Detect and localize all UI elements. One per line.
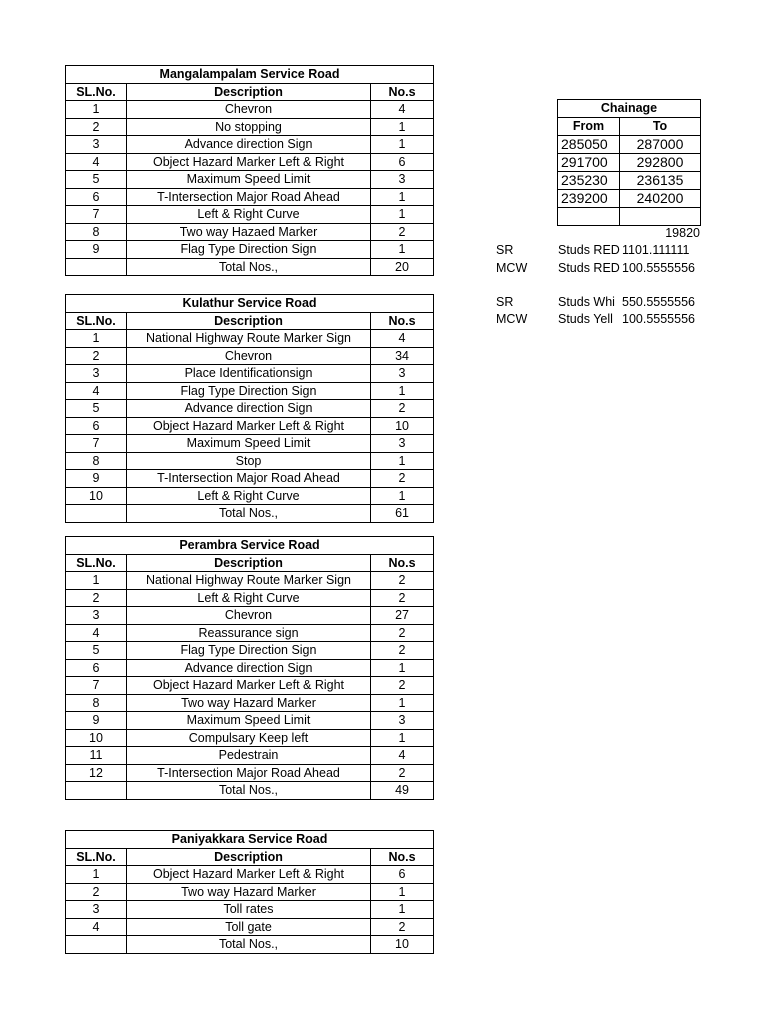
studs-value: 100.5555556 — [622, 312, 695, 326]
studs-code: MCW — [496, 312, 528, 326]
table-row — [66, 624, 434, 642]
cell-to: 240200 — [620, 190, 701, 208]
table-row — [66, 118, 434, 136]
cell-description: Stop — [127, 452, 371, 470]
cell-description: No stopping — [127, 118, 371, 136]
cell-slno: 8 — [66, 223, 127, 241]
cell-description: Advance direction Sign — [127, 400, 371, 418]
cell-description: Two way Hazard Marker — [127, 694, 371, 712]
cell-nos: 2 — [371, 400, 434, 418]
cell-empty — [66, 505, 127, 523]
cell-nos: 1 — [371, 118, 434, 136]
table-title: Perambra Service Road — [66, 537, 434, 555]
table-title: Mangalampalam Service Road — [66, 66, 434, 84]
cell-from: 235230 — [558, 172, 620, 190]
cell-slno: 6 — [66, 417, 127, 435]
cell-slno: 5 — [66, 642, 127, 660]
table-row — [66, 918, 434, 936]
cell-nos: 1 — [371, 659, 434, 677]
cell-description: Reassurance sign — [127, 624, 371, 642]
col-header-slno: SL.No. — [66, 312, 127, 330]
table-row — [66, 330, 434, 348]
cell-description: Pedestrain — [127, 747, 371, 765]
studs-code: MCW — [496, 261, 528, 275]
cell-nos: 2 — [371, 223, 434, 241]
cell-nos: 1 — [371, 901, 434, 919]
table-row — [66, 101, 434, 119]
cell-slno: 8 — [66, 694, 127, 712]
col-header-nos: No.s — [371, 83, 434, 101]
cell-description: Maximum Speed Limit — [127, 435, 371, 453]
cell-from: 291700 — [558, 154, 620, 172]
cell-slno: 11 — [66, 747, 127, 765]
cell-description: Left & Right Curve — [127, 589, 371, 607]
studs-desc: Studs Yell — [558, 312, 613, 326]
cell-from: 239200 — [558, 190, 620, 208]
cell-description: Object Hazard Marker Left & Right — [127, 417, 371, 435]
cell-nos: 1 — [371, 729, 434, 747]
table-title: Paniyakkara Service Road — [66, 831, 434, 849]
cell-nos: 1 — [371, 694, 434, 712]
chainage-table — [557, 99, 701, 226]
table-row — [66, 241, 434, 259]
cell-slno: 1 — [66, 866, 127, 884]
cell-nos: 10 — [371, 417, 434, 435]
total-label: Total Nos., — [127, 782, 371, 800]
table-row — [66, 470, 434, 488]
cell-to: 287000 — [620, 136, 701, 154]
studs-code: SR — [496, 243, 514, 257]
total-row — [66, 258, 434, 276]
col-header-description: Description — [127, 312, 371, 330]
cell-empty — [66, 936, 127, 954]
table-kulathur — [65, 294, 434, 523]
cell-description: T-Intersection Major Road Ahead — [127, 188, 371, 206]
cell-nos: 2 — [371, 572, 434, 590]
total-label: Total Nos., — [127, 505, 371, 523]
cell-slno: 1 — [66, 330, 127, 348]
table-row — [66, 417, 434, 435]
cell-nos: 2 — [371, 642, 434, 660]
cell-slno: 9 — [66, 470, 127, 488]
cell-nos: 2 — [371, 764, 434, 782]
cell-slno: 3 — [66, 365, 127, 383]
cell-to: 236135 — [620, 172, 701, 190]
table-title: Kulathur Service Road — [66, 295, 434, 313]
cell-description: Object Hazard Marker Left & Right — [127, 866, 371, 884]
cell-description: Advance direction Sign — [127, 659, 371, 677]
cell-slno: 1 — [66, 572, 127, 590]
cell-nos: 4 — [371, 747, 434, 765]
col-header-slno: SL.No. — [66, 848, 127, 866]
col-header-to: To — [620, 118, 701, 136]
cell-nos: 1 — [371, 382, 434, 400]
col-header-slno: SL.No. — [66, 554, 127, 572]
cell-slno: 3 — [66, 901, 127, 919]
cell-nos: 3 — [371, 171, 434, 189]
table-paniyakkara — [65, 830, 434, 954]
chainage-sum: 19820 — [665, 226, 700, 240]
cell-slno: 12 — [66, 764, 127, 782]
col-header-description: Description — [127, 83, 371, 101]
table-row — [66, 866, 434, 884]
cell-description: Toll rates — [127, 901, 371, 919]
cell-description: Flag Type Direction Sign — [127, 241, 371, 259]
table-row — [66, 642, 434, 660]
cell-nos: 1 — [371, 452, 434, 470]
cell-nos: 34 — [371, 347, 434, 365]
col-header-nos: No.s — [371, 848, 434, 866]
total-row — [66, 782, 434, 800]
studs-desc: Studs RED — [558, 243, 620, 257]
table-mangalampalam — [65, 65, 434, 276]
table-row — [66, 153, 434, 171]
total-value: 49 — [371, 782, 434, 800]
cell-description: T-Intersection Major Road Ahead — [127, 764, 371, 782]
cell-slno: 7 — [66, 677, 127, 695]
cell-slno: 4 — [66, 153, 127, 171]
cell-description: Two way Hazaed Marker — [127, 223, 371, 241]
col-header-nos: No.s — [371, 554, 434, 572]
cell-nos: 6 — [371, 153, 434, 171]
table-row — [66, 365, 434, 383]
table-perambra — [65, 536, 434, 800]
table-row — [66, 729, 434, 747]
cell-nos: 2 — [371, 918, 434, 936]
cell-description: Left & Right Curve — [127, 487, 371, 505]
total-row — [66, 936, 434, 954]
cell-slno: 10 — [66, 729, 127, 747]
cell-description: Object Hazard Marker Left & Right — [127, 153, 371, 171]
chainage-row — [558, 154, 701, 172]
studs-desc: Studs Whi — [558, 295, 615, 309]
cell-description: Chevron — [127, 101, 371, 119]
cell-description: Chevron — [127, 347, 371, 365]
total-value: 10 — [371, 936, 434, 954]
table-row — [66, 659, 434, 677]
cell-nos: 1 — [371, 241, 434, 259]
table-row — [66, 347, 434, 365]
studs-value: 100.5555556 — [622, 261, 695, 275]
cell-description: Maximum Speed Limit — [127, 712, 371, 730]
table-row — [66, 572, 434, 590]
total-value: 61 — [371, 505, 434, 523]
cell-description: Advance direction Sign — [127, 136, 371, 154]
cell-nos: 3 — [371, 712, 434, 730]
cell-description: Toll gate — [127, 918, 371, 936]
cell-nos: 2 — [371, 589, 434, 607]
cell-nos: 4 — [371, 330, 434, 348]
chainage-row — [558, 208, 701, 226]
cell-description: Place Identificationsign — [127, 365, 371, 383]
cell-slno: 2 — [66, 347, 127, 365]
table-row — [66, 901, 434, 919]
cell-slno: 4 — [66, 918, 127, 936]
total-label: Total Nos., — [127, 936, 371, 954]
table-row — [66, 435, 434, 453]
studs-desc: Studs RED — [558, 261, 620, 275]
studs-code: SR — [496, 295, 514, 309]
cell-description: Maximum Speed Limit — [127, 171, 371, 189]
total-row — [66, 505, 434, 523]
col-header-nos: No.s — [371, 312, 434, 330]
cell-empty — [66, 782, 127, 800]
cell-slno: 2 — [66, 589, 127, 607]
cell-description: Object Hazard Marker Left & Right — [127, 677, 371, 695]
chainage-title: Chainage — [558, 100, 701, 118]
cell-description: Chevron — [127, 607, 371, 625]
cell-from — [558, 208, 620, 226]
table-row — [66, 171, 434, 189]
cell-nos: 1 — [371, 487, 434, 505]
table-row — [66, 206, 434, 224]
table-row — [66, 764, 434, 782]
studs-value: 550.5555556 — [622, 295, 695, 309]
cell-slno: 4 — [66, 624, 127, 642]
cell-from: 285050 — [558, 136, 620, 154]
table-row — [66, 400, 434, 418]
cell-nos: 27 — [371, 607, 434, 625]
cell-slno: 6 — [66, 659, 127, 677]
cell-description: Flag Type Direction Sign — [127, 382, 371, 400]
cell-nos: 3 — [371, 435, 434, 453]
cell-nos: 2 — [371, 677, 434, 695]
cell-description: Flag Type Direction Sign — [127, 642, 371, 660]
cell-nos: 4 — [371, 101, 434, 119]
chainage-row — [558, 190, 701, 208]
table-row — [66, 487, 434, 505]
cell-description: Compulsary Keep left — [127, 729, 371, 747]
cell-slno: 5 — [66, 171, 127, 189]
total-label: Total Nos., — [127, 258, 371, 276]
cell-slno: 10 — [66, 487, 127, 505]
table-row — [66, 712, 434, 730]
table-row — [66, 589, 434, 607]
cell-slno: 8 — [66, 452, 127, 470]
cell-nos: 1 — [371, 136, 434, 154]
studs-value: 1101.111111 — [622, 243, 690, 257]
cell-nos: 1 — [371, 883, 434, 901]
cell-slno: 4 — [66, 382, 127, 400]
cell-nos: 1 — [371, 188, 434, 206]
table-row — [66, 452, 434, 470]
col-header-description: Description — [127, 554, 371, 572]
cell-description: National Highway Route Marker Sign — [127, 572, 371, 590]
cell-empty — [66, 258, 127, 276]
cell-slno: 5 — [66, 400, 127, 418]
cell-slno: 6 — [66, 188, 127, 206]
col-header-description: Description — [127, 848, 371, 866]
table-row — [66, 136, 434, 154]
col-header-slno: SL.No. — [66, 83, 127, 101]
table-row — [66, 747, 434, 765]
cell-description: Two way Hazard Marker — [127, 883, 371, 901]
table-row — [66, 382, 434, 400]
cell-slno: 2 — [66, 118, 127, 136]
chainage-row — [558, 172, 701, 190]
cell-slno: 7 — [66, 435, 127, 453]
cell-description: Left & Right Curve — [127, 206, 371, 224]
cell-nos: 2 — [371, 470, 434, 488]
cell-slno: 3 — [66, 607, 127, 625]
cell-nos: 2 — [371, 624, 434, 642]
table-row — [66, 677, 434, 695]
cell-slno: 1 — [66, 101, 127, 119]
cell-slno: 9 — [66, 712, 127, 730]
table-row — [66, 223, 434, 241]
cell-description: T-Intersection Major Road Ahead — [127, 470, 371, 488]
table-row — [66, 883, 434, 901]
table-row — [66, 694, 434, 712]
cell-slno: 3 — [66, 136, 127, 154]
chainage-row — [558, 136, 701, 154]
cell-description: National Highway Route Marker Sign — [127, 330, 371, 348]
cell-nos: 1 — [371, 206, 434, 224]
col-header-from: From — [558, 118, 620, 136]
cell-nos: 3 — [371, 365, 434, 383]
total-value: 20 — [371, 258, 434, 276]
table-row — [66, 188, 434, 206]
cell-to — [620, 208, 701, 226]
cell-slno: 9 — [66, 241, 127, 259]
cell-nos: 6 — [371, 866, 434, 884]
cell-slno: 2 — [66, 883, 127, 901]
cell-slno: 7 — [66, 206, 127, 224]
table-row — [66, 607, 434, 625]
cell-to: 292800 — [620, 154, 701, 172]
